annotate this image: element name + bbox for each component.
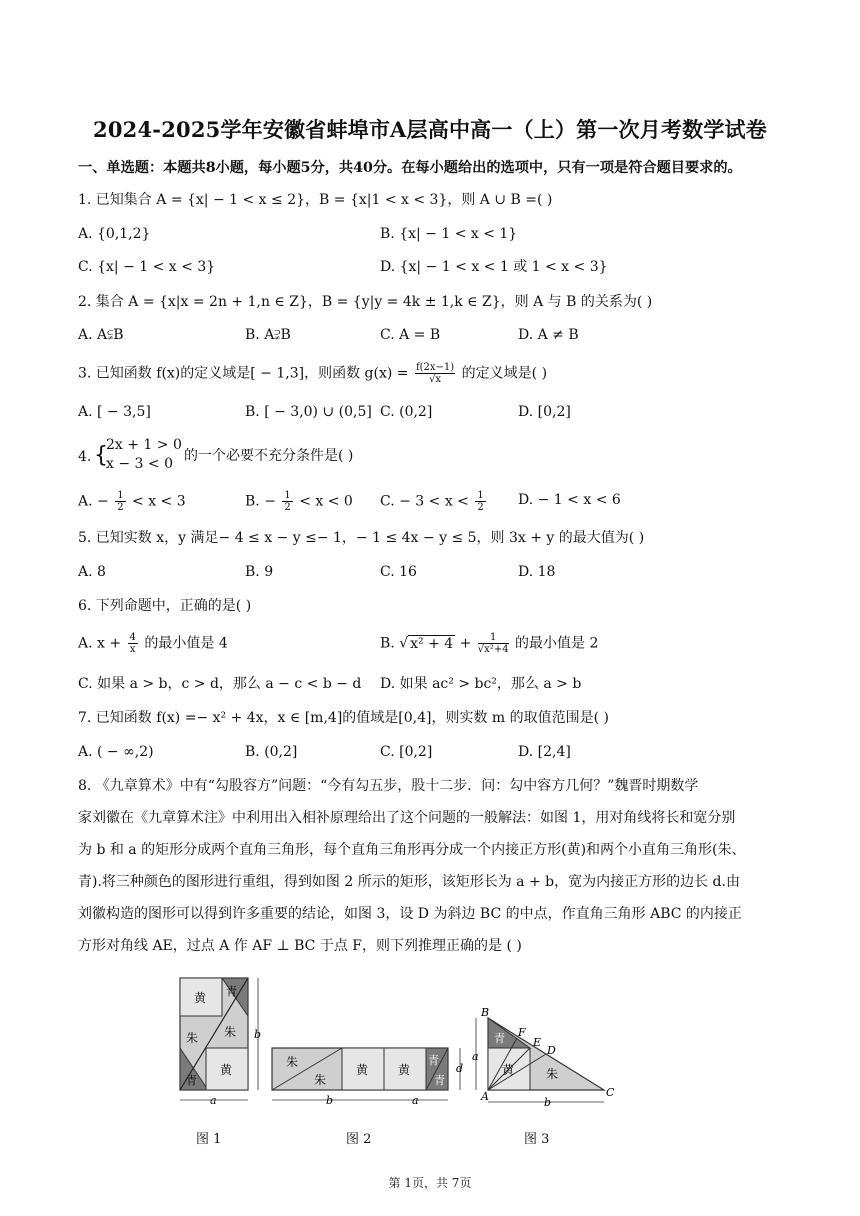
q4-option-a <box>78 490 186 513</box>
q4-a-pre: A. − <box>78 493 109 510</box>
q6-b-pre: B. √ <box>380 635 409 652</box>
q1-option-c: C. {x| − 1 < x < 3} <box>78 259 216 275</box>
fig2-label-huang-1: 黄 <box>356 1063 369 1077</box>
q4-b-post: < x < 0 <box>299 493 353 510</box>
q3-stem-post: 的定义域是( ) <box>461 365 548 382</box>
q4-b-frac-den: 2 <box>284 502 291 513</box>
question-1-stem: 1. 已知集合 A = {x| − 1 < x ≤ 2}，B = {x|1 < x < 3}，则 A ∪ B =( ) <box>78 192 553 208</box>
q6-b-fraction <box>478 632 509 655</box>
fig2-caption: 图 2 <box>346 1132 372 1147</box>
fig3-label-qing: 青 <box>494 1032 505 1045</box>
fig3-a-label: a <box>472 1050 479 1063</box>
q4-option-d: D. − 1 < x < 6 <box>518 492 621 508</box>
fig2-a-label: a <box>412 1094 419 1107</box>
q6-a-fraction <box>128 632 138 655</box>
q2-option-c: C. A = B <box>380 327 441 343</box>
q1-option-b: B. {x| − 1 < x < 1} <box>380 226 518 242</box>
q6-b-plus: + <box>455 635 472 652</box>
fig3-point-e: E <box>533 1036 542 1049</box>
q6-a-pre: A. x + <box>78 635 122 652</box>
q5-option-c: C. 16 <box>380 564 417 580</box>
q3-fraction <box>415 362 455 385</box>
q4-a-post: < x < 3 <box>132 493 186 510</box>
q4-number: 4. <box>78 449 92 465</box>
q6-b-radicand: x² + 4 <box>410 635 454 652</box>
q4-b-frac-num: 1 <box>284 490 291 501</box>
q8-line-4: 青).将三种颜色的图形进行重组，得到如图 2 所示的矩形，该矩形长为 a + b，宽为内接正方形的边长 d.由 <box>78 874 740 890</box>
q6-b-frac-num: 1 <box>478 632 509 644</box>
q4-brace: { <box>94 443 108 468</box>
q3-fraction-numerator: f(2x−1) <box>415 362 455 373</box>
q6-option-d: D. 如果 ac² > bc²，那么 a > b <box>380 676 582 692</box>
question-3-stem <box>78 362 547 385</box>
fig3-point-f: F <box>518 1026 526 1039</box>
figure-3 <box>472 1006 615 1109</box>
q7-option-b: B. (0,2] <box>245 744 298 760</box>
q6-b-frac-den: √x²+4 <box>477 644 509 655</box>
q4-stem-post: 的一个必要不充分条件是( ) <box>184 448 354 464</box>
fig3-point-c: C <box>606 1086 615 1099</box>
page-footer: 第 1页，共 7页 <box>388 1176 472 1190</box>
q7-option-a: A. ( − ∞,2) <box>78 744 154 760</box>
fig2-b-label: b <box>326 1094 334 1107</box>
figures-group <box>172 970 622 1150</box>
q1-option-a: A. {0,1,2} <box>78 226 151 242</box>
q5-option-d: D. 18 <box>518 564 556 580</box>
fig1-height-label: b <box>254 1028 262 1041</box>
q6-a-frac-den: x <box>129 644 136 655</box>
q6-option-b <box>380 632 598 655</box>
fig1-label-qing-bottom: 青 <box>186 1074 197 1087</box>
q3-option-a: A. [ − 3,5] <box>78 404 151 420</box>
q4-system-line-2: x − 3 < 0 <box>106 456 173 472</box>
q4-a-fraction <box>115 490 125 513</box>
q4-option-b <box>245 490 353 513</box>
q3-option-c: C. (0,2] <box>380 404 433 420</box>
fig1-width-label: a <box>210 1094 217 1107</box>
figure-2 <box>272 1048 463 1107</box>
q7-option-c: C. [0,2] <box>380 744 433 760</box>
q3-stem-pre: 3. 已知函数 f(x)的定义域是[ − 1,3]，则函数 g(x) = <box>78 365 409 382</box>
q6-b-post: 的最小值是 2 <box>515 635 599 652</box>
fig2-label-zhu-2: 朱 <box>314 1073 327 1087</box>
q3-option-d: D. [0,2] <box>518 404 571 420</box>
q6-a-frac-num: 4 <box>129 632 136 643</box>
q2-option-d: D. A ≠ B <box>518 327 579 343</box>
fig1-label-huang-bottom: 黄 <box>220 1063 233 1077</box>
fig2-label-qing-1: 青 <box>428 1054 439 1067</box>
q5-option-b: B. 9 <box>245 564 274 580</box>
q6-option-c: C. 如果 a > b，c > d，那么 a − c < b − d <box>78 676 362 692</box>
fig2-d-label: d <box>456 1062 464 1075</box>
q4-a-frac-den: 2 <box>117 502 124 513</box>
q4-option-c <box>380 490 488 513</box>
q4-c-frac-num: 1 <box>477 490 484 501</box>
exam-title: 2024-2025学年安徽省蚌埠市A层高中高一（上）第一次月考数学试卷 <box>93 117 767 142</box>
q4-c-pre: C. − 3 < x < <box>380 493 469 510</box>
q2-option-a: A. A⫋B <box>78 327 124 343</box>
question-7-stem: 7. 已知函数 f(x) =− x² + 4x，x ∈ [m,4]的值域是[0,4]，则实数 m 的取值范围是( ) <box>78 710 610 726</box>
fig2-label-huang-2: 黄 <box>398 1063 411 1077</box>
question-8-text <box>78 770 784 962</box>
q6-a-post: 的最小值是 4 <box>144 635 228 652</box>
fig2-label-zhu-1: 朱 <box>286 1055 299 1069</box>
q4-c-frac-den: 2 <box>477 502 484 513</box>
q4-b-pre: B. − <box>245 493 276 510</box>
fig1-label-zhu-left: 朱 <box>186 1031 199 1045</box>
q7-option-d: D. [2,4] <box>518 744 571 760</box>
q3-option-b: B. [ − 3,0) ∪ (0,5] <box>245 404 372 420</box>
fig1-caption: 图 1 <box>196 1132 222 1147</box>
q8-line-5: 刘徽构造的图形可以得到许多重要的结论，如图 3，设 D 为斜边 BC 的中点，作直角三角形 ABC 的内接正 <box>78 906 742 922</box>
q8-line-6: 方形对角线 AE，过点 A 作 AF ⊥ BC 于点 F，则下列推理正确的是 ( ) <box>78 938 522 954</box>
fig3-point-d: D <box>547 1044 556 1057</box>
q4-a-frac-num: 1 <box>117 490 124 501</box>
q8-line-3: 为 b 和 a 的矩形分成两个直角三角形，每个直角三角形再分成一个内接正方形(黄)和两个小直角三角形(朱、 <box>78 842 746 858</box>
q5-option-a: A. 8 <box>78 564 106 580</box>
figure-1 <box>180 978 261 1107</box>
section-heading: 一、单选题：本题共8小题，每小题5分，共40分。在每小题给出的选项中，只有一项是符合题目要求的。 <box>78 160 742 176</box>
q4-b-fraction <box>282 490 292 513</box>
q8-line-2: 家刘徽在《九章算术注》中利用出入相补原理给出了这个问题的一般解法：如图 1，用对角线将长和宽分别 <box>78 810 736 826</box>
q8-line-1: 8. 《九章算术》中有“勾股容方”问题：“今有勾五步，股十二步．问：勾中容方几何？”魏晋时期数学 <box>78 778 699 794</box>
question-6-stem: 6. 下列命题中，正确的是( ) <box>78 598 252 614</box>
q2-option-b: B. A⫌B <box>245 327 291 343</box>
fig3-label-huang: 黄 <box>502 1063 515 1077</box>
fig3-label-zhu: 朱 <box>546 1067 559 1081</box>
question-5-stem: 5. 已知实数 x，y 满足− 4 ≤ x − y ≤− 1，− 1 ≤ 4x − y ≤ 5，则 3x + y 的最大值为( ) <box>78 530 645 546</box>
fig3-point-b: B <box>481 1006 490 1019</box>
q1-option-d: D. {x| − 1 < x < 1 或 1 < x < 3} <box>380 259 608 275</box>
fig2-label-qing-2: 青 <box>434 1074 445 1087</box>
fig3-caption: 图 3 <box>524 1132 550 1147</box>
fig1-label-huang-top: 黄 <box>194 991 207 1005</box>
question-2-stem: 2. 集合 A = {x|x = 2n + 1,n ∈ Z}，B = {y|y = 4k ± 1,k ∈ Z}，则 A 与 B 的关系为( ) <box>78 294 653 310</box>
fig1-label-zhu-right: 朱 <box>224 1025 237 1039</box>
q4-system-line-1: 2x + 1 > 0 <box>106 437 182 453</box>
q3-fraction-denominator: √x <box>429 374 442 385</box>
fig3-point-a: A <box>481 1090 489 1103</box>
q6-option-a <box>78 632 228 655</box>
fig1-label-qing-top: 青 <box>226 985 237 998</box>
fig3-b-label: b <box>544 1096 552 1109</box>
q4-c-fraction <box>475 490 485 513</box>
